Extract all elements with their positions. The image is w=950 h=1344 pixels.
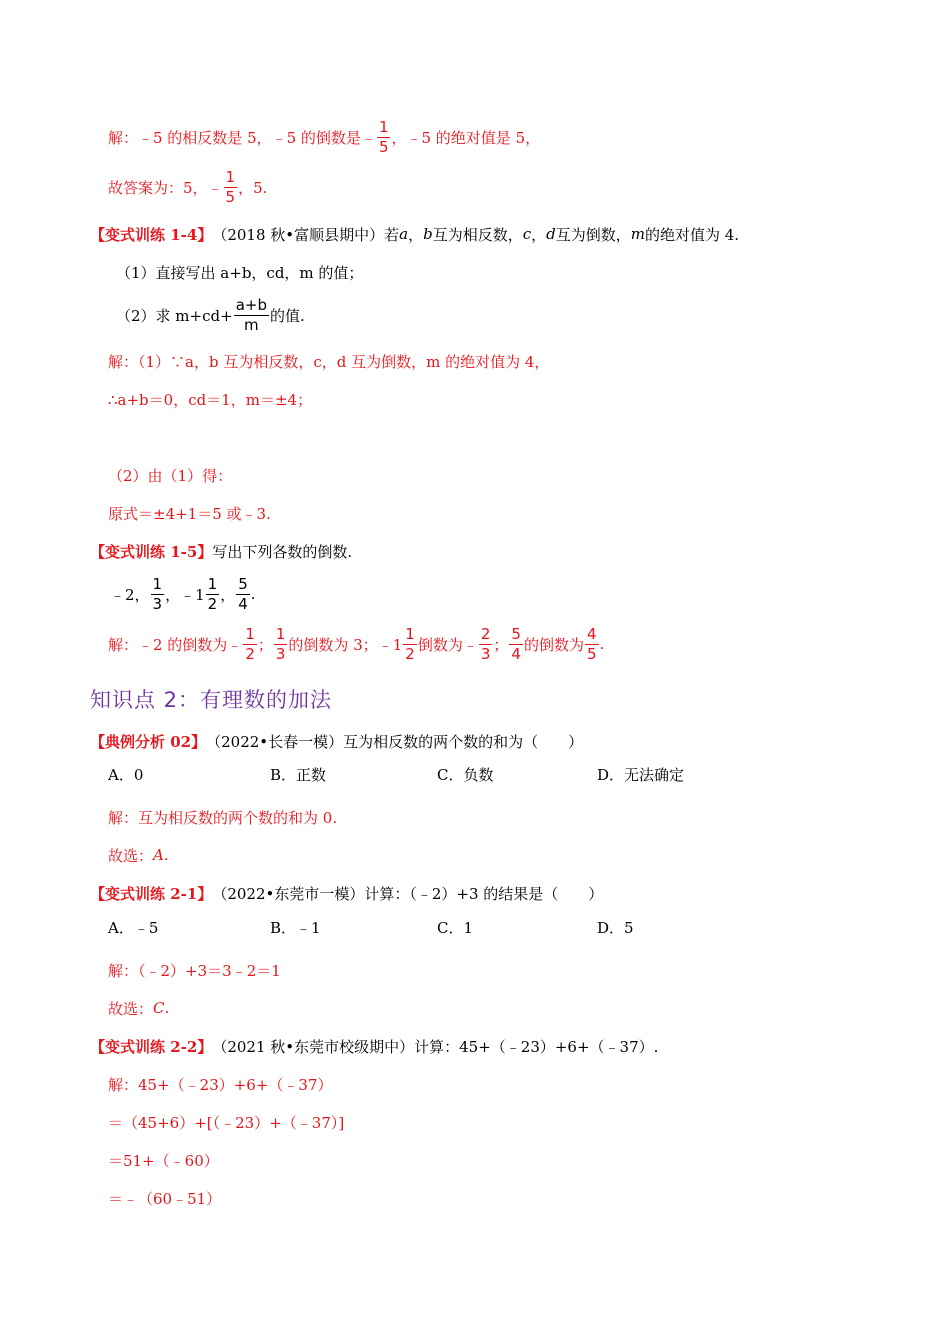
var-c: c bbox=[522, 225, 532, 243]
answer-line bbox=[108, 346, 549, 376]
question-text: （2022•东莞市一模）计算：（﹣2）+3 的结果是（ ） bbox=[212, 884, 604, 903]
heading-text: 知识点 2：有理数的加法 bbox=[90, 688, 333, 712]
answer-line bbox=[108, 1069, 333, 1099]
answer-text: ，﹣5 的绝对值是 5， bbox=[391, 128, 541, 147]
fraction: $\frac{1}{3}$ bbox=[275, 624, 286, 663]
answer-text: ＝﹣（60﹣51） bbox=[108, 1189, 222, 1208]
var-b: b bbox=[423, 225, 433, 243]
question-2-1 bbox=[90, 878, 603, 908]
question-text: 互为倒数， bbox=[555, 225, 631, 244]
answer-line bbox=[108, 1183, 221, 1213]
answer-line bbox=[108, 1107, 344, 1137]
fraction: $\frac{5}{4}$ bbox=[511, 624, 521, 663]
answer-text: 解：﹣5 的相反数是 5，﹣5 的倒数是﹣ bbox=[108, 128, 376, 147]
option-a: A．0 bbox=[108, 766, 144, 784]
answer-line bbox=[108, 498, 271, 528]
question-1-4 bbox=[90, 219, 739, 249]
answer-line bbox=[108, 384, 312, 414]
answer-text: 解：45+（﹣23）+6+（﹣37） bbox=[108, 1075, 333, 1094]
question-text: 的绝对值为 4. bbox=[645, 225, 740, 244]
option-d: D．5 bbox=[597, 919, 634, 937]
option-c: C．1 bbox=[437, 919, 474, 937]
fraction: $\frac{5}{4}$ bbox=[238, 574, 248, 613]
answer-text: 倒数为﹣ bbox=[417, 635, 478, 654]
fraction: $\frac{1}{5}$ bbox=[225, 167, 236, 206]
question-text: ， bbox=[531, 225, 547, 244]
answer-text: 的倒数为 bbox=[523, 635, 584, 654]
answer-text: ，5. bbox=[238, 178, 268, 197]
question-1-5 bbox=[90, 536, 352, 566]
question-text: . bbox=[250, 585, 256, 603]
answer-text: ∴a+b＝0，cd＝1，m＝±4； bbox=[108, 390, 313, 409]
question-text: （2021 秋•东莞市校级期中）计算：45+（﹣23）+6+（﹣37）. bbox=[212, 1037, 659, 1056]
option-d: D．无法确定 bbox=[597, 766, 685, 784]
answer-line bbox=[108, 993, 169, 1023]
question-02 bbox=[90, 726, 583, 756]
answer-text: 解：（﹣2）+3＝3﹣2＝1 bbox=[108, 961, 281, 980]
fraction: $\frac{a+b}{m}$ bbox=[235, 295, 267, 334]
question-text: （1）直接写出 a+b，cd，m 的值； bbox=[116, 263, 364, 282]
answer-text: 的倒数为 3；﹣1 bbox=[288, 635, 403, 654]
options-row bbox=[0, 764, 950, 794]
answer-text: ＝（45+6）+[（﹣23）+（﹣37）] bbox=[108, 1113, 345, 1132]
answer-text: 解：（1）∵a，b 互为相反数，c，d 互为倒数，m 的绝对值为 4， bbox=[108, 352, 550, 371]
exercise-tag: 【变式训练 2-1】 bbox=[90, 884, 213, 903]
answer-choice: C bbox=[153, 999, 165, 1017]
question-text: ﹣2， bbox=[110, 585, 150, 604]
answer-line bbox=[108, 460, 232, 490]
question-text: （2022•长春一模）互为相反数的两个数的和为（ ） bbox=[206, 732, 584, 751]
answer-text: . bbox=[599, 635, 605, 653]
exercise-tag: 【变式训练 1-5】 bbox=[90, 542, 213, 561]
answer-text: （2）由（1）得： bbox=[108, 466, 233, 485]
question-text: ， bbox=[408, 225, 424, 244]
answer-line-2 bbox=[108, 167, 268, 206]
option-c: C．负数 bbox=[437, 766, 494, 784]
option-b: B．﹣1 bbox=[270, 919, 321, 937]
var-d: d bbox=[546, 225, 556, 243]
answer-line bbox=[108, 802, 337, 832]
numbers-line bbox=[110, 574, 256, 613]
fraction: $\frac{2}{3}$ bbox=[480, 624, 491, 663]
answer-text: 故选： bbox=[108, 846, 154, 865]
fraction: $\frac{1}{2}$ bbox=[245, 624, 255, 663]
answer-text: 解：﹣2 的倒数为﹣ bbox=[108, 635, 243, 654]
question-part-1 bbox=[116, 257, 363, 287]
answer-line bbox=[108, 840, 169, 870]
question-text: （2018 秋•富顺县期中）若 bbox=[212, 225, 400, 244]
options-row bbox=[0, 917, 950, 947]
fraction: $\frac{4}{5}$ bbox=[586, 624, 597, 663]
question-part-2 bbox=[116, 295, 305, 334]
question-text: ，﹣1 bbox=[165, 585, 205, 604]
exercise-tag: 【典例分析 02】 bbox=[90, 732, 207, 751]
var-a: a bbox=[399, 225, 409, 243]
answer-line bbox=[108, 955, 281, 985]
answer-line-1 bbox=[108, 117, 541, 156]
answer-line bbox=[108, 624, 605, 663]
question-text: 写出下列各数的倒数. bbox=[212, 542, 353, 561]
answer-text: 故选： bbox=[108, 999, 154, 1018]
option-a: A．﹣5 bbox=[108, 919, 159, 937]
fraction: $\frac{1}{2}$ bbox=[405, 624, 415, 663]
answer-text: ； bbox=[493, 635, 509, 654]
answer-text: ＝51+（﹣60） bbox=[108, 1151, 219, 1170]
fraction: $\frac{1}{5}$ bbox=[378, 117, 389, 156]
question-text: （2）求 m+cd+ bbox=[116, 306, 233, 325]
answer-line bbox=[108, 1145, 219, 1175]
answer-text: . bbox=[164, 999, 170, 1017]
question-2-2 bbox=[90, 1031, 658, 1061]
fraction: $\frac{1}{3}$ bbox=[152, 574, 163, 613]
answer-text: ； bbox=[257, 635, 273, 654]
var-m: m bbox=[630, 225, 645, 243]
answer-text: . bbox=[163, 846, 169, 864]
answer-text: 故答案为：5，﹣ bbox=[108, 178, 223, 197]
section-heading bbox=[90, 682, 332, 716]
option-b: B．正数 bbox=[270, 766, 327, 784]
question-text: ， bbox=[220, 585, 236, 604]
question-text: 互为相反数， bbox=[432, 225, 523, 244]
answer-choice: A bbox=[153, 846, 164, 864]
answer-text: 原式＝±4+1＝5 或﹣3. bbox=[108, 504, 271, 523]
answer-text: 解：互为相反数的两个数的和为 0. bbox=[108, 808, 338, 827]
exercise-tag: 【变式训练 2-2】 bbox=[90, 1037, 213, 1056]
exercise-tag: 【变式训练 1-4】 bbox=[90, 225, 213, 244]
fraction: $\frac{1}{2}$ bbox=[207, 574, 218, 613]
question-text: 的值. bbox=[269, 306, 305, 325]
